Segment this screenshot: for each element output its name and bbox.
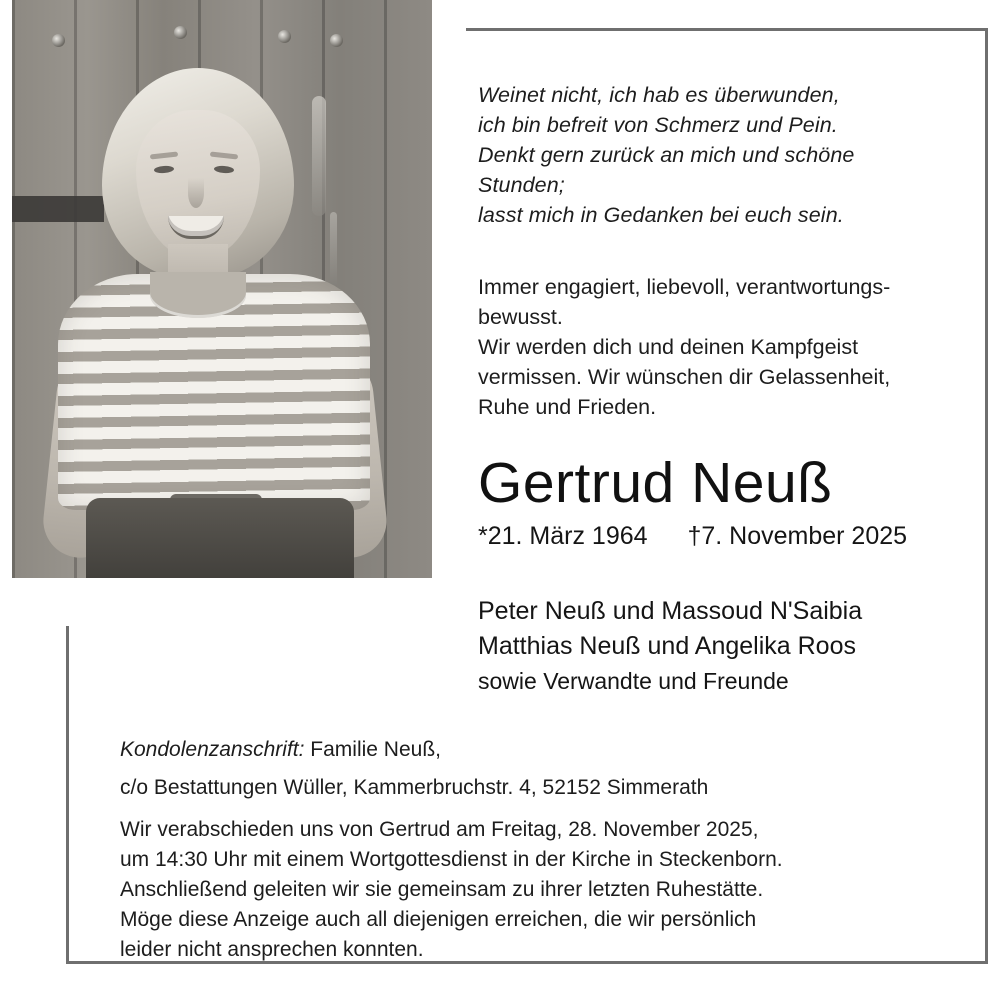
condolence-label: Kondolenzanschrift:: [120, 738, 305, 761]
verse-line: Denkt gern zurück an mich und schöne: [478, 143, 855, 167]
service-line: Anschließend geleiten wir sie gemeinsam zu ihrer letzten Ruhestätte.: [120, 878, 764, 901]
tribute-line: Immer engagiert, liebevoll, verantwortungs-: [478, 275, 891, 299]
verse-line: ich bin befreit von Schmerz und Pein.: [478, 113, 838, 137]
deceased-name: Gertrud Neuß: [478, 451, 833, 515]
service-line: um 14:30 Uhr mit einem Wortgottesdienst in der Kirche in Steckenborn.: [120, 848, 783, 871]
tribute-line: vermissen. Wir wünschen dir Gelassenheit,: [478, 365, 891, 389]
birth-date: *21. März 1964: [478, 522, 648, 550]
trousers: [86, 498, 354, 578]
door-stud-icon: [52, 34, 65, 47]
tribute-text: [478, 272, 968, 422]
frame-rule-left: [66, 626, 69, 964]
frame-rule-top: [466, 28, 988, 31]
memorial-verse: [478, 80, 968, 230]
verse-line: Weinet nicht, ich hab es überwunden,: [478, 83, 840, 107]
service-line: Wir verabschieden uns von Gertrud am Freitag, 28. November 2025,: [120, 818, 759, 841]
condolence-name: Familie Neuß,: [310, 738, 441, 761]
portrait-photo: [12, 0, 432, 578]
door-stud-icon: [330, 34, 343, 47]
family-line: sowie Verwandte und Freunde: [478, 668, 789, 694]
bereaved-family: [478, 594, 968, 699]
family-line: Matthias Neuß und Angelika Roos: [478, 632, 856, 660]
obituary-text-column: [478, 80, 968, 699]
death-date: †7. November 2025: [687, 522, 908, 550]
door-stud-icon: [174, 26, 187, 39]
condolence-address: c/o Bestattungen Wüller, Kammerbruchstr. 4, 52152 Simmerath: [120, 776, 709, 799]
tribute-line: Ruhe und Frieden.: [478, 395, 657, 419]
frame-rule-right: [985, 28, 988, 964]
person-figure: [50, 58, 402, 578]
life-dates: [478, 520, 968, 552]
tribute-line: bewusst.: [478, 305, 563, 329]
service-line: leider nicht ansprechen konnten.: [120, 938, 424, 961]
verse-line: Stunden;: [478, 173, 565, 197]
tribute-line: Wir werden dich und deinen Kampfgeist: [478, 335, 859, 359]
service-line: Möge diese Anzeige auch all diejenigen erreichen, die wir persönlich: [120, 908, 757, 931]
nose: [188, 178, 204, 208]
door-stud-icon: [278, 30, 291, 43]
verse-line: lasst mich in Gedanken bei euch sein.: [478, 203, 844, 227]
funeral-details: [120, 735, 950, 965]
shirt-collar: [150, 272, 246, 318]
family-line: Peter Neuß und Massoud N'Saibia: [478, 597, 863, 625]
condolence-line: [120, 735, 950, 765]
